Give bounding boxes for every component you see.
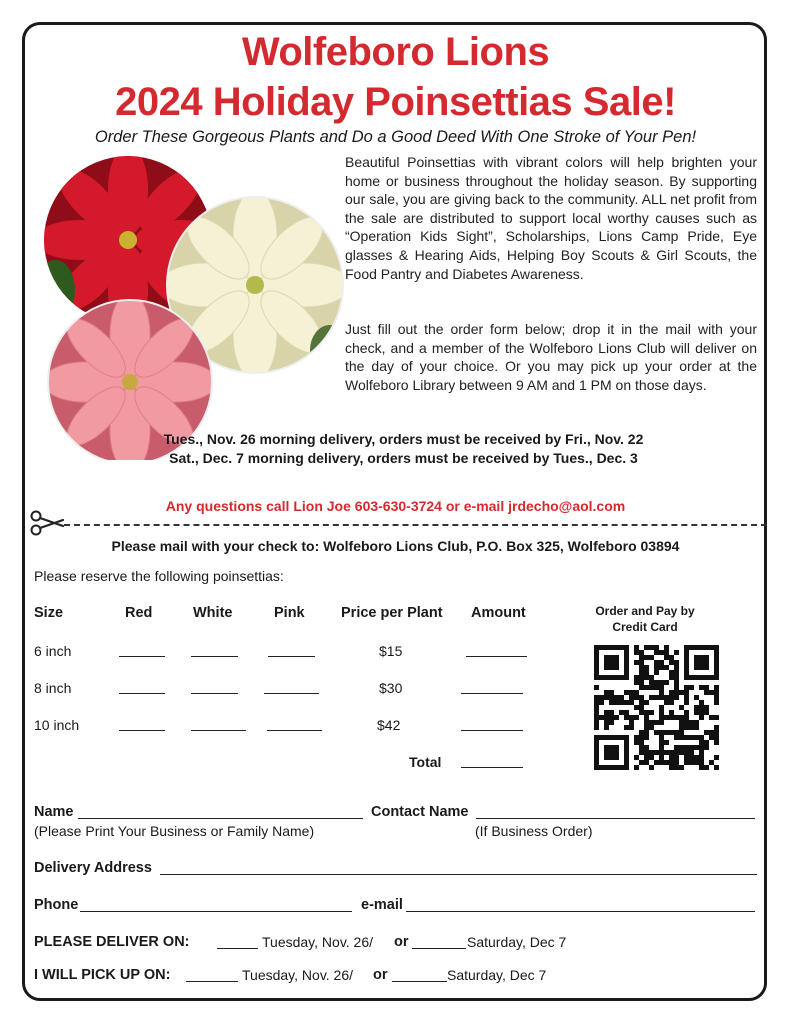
pickup-saturday-blank[interactable] [392,981,447,982]
deliver-saturday-blank[interactable] [412,948,466,949]
name-field[interactable] [78,818,363,819]
col-red: Red [125,605,153,621]
tagline: Order These Gorgeous Plants and Do a Good Deed With One Stroke of Your Pen! [94,128,697,146]
instructions-paragraph: Just fill out the order form below; drop it in the mail with your check, and a member of the Wolfeboro Lions Club will deliver on the day of your choice. Or you may pick up your order at the Wolfeboro Library between 9 AM and 1 PM on those days. [345,321,757,393]
qr-label: Order and Pay by Credit Card [595,604,695,634]
col-size: Size [34,605,64,621]
deliver-tuesday-text: Tuesday, Nov. 26/ [262,934,374,950]
phone-field[interactable] [80,911,352,912]
pickup-saturday-text: Saturday, Dec 7 [447,967,547,983]
pickup-label: I WILL PICK UP ON: [34,967,171,983]
amount-10[interactable] [461,730,523,731]
red-qty-6[interactable] [119,656,165,657]
deliver-saturday-text: Saturday, Dec 7 [467,934,567,950]
contact-field[interactable] [476,818,755,819]
row-price-10: $42 [377,717,401,733]
intro-paragraph: Beautiful Poinsettias with vibrant colors will help brighten your home or business throughout the holiday season. By supporting our sale, you are giving back to the community. ALL net profit from the sale are distributed to support local worthy causes such as “Operation Kids Sight”, Scholarships, Lions Camp Pride, Eye glasses & Hearing Aids, Helping Boy Scouts & Girl Scouts, the Food Pantry and Diabetes Awareness. [345,154,757,282]
delivery-option-2: Sat., Dec. 7 morning delivery, orders must be received by Tues., Dec. 3 [169,450,638,466]
pink-qty-10[interactable] [267,730,322,731]
col-price: Price per Plant [341,605,443,621]
phone-label: Phone [34,897,79,913]
amount-6[interactable] [466,656,527,657]
row-size-10: 10 inch [34,717,80,733]
reserve-text: Please reserve the following poinsettias: [34,568,284,584]
email-label: e-mail [361,897,403,913]
pickup-tuesday-blank[interactable] [186,981,238,982]
scissors-icon [30,510,64,536]
address-label: Delivery Address [34,860,152,876]
row-size-8: 8 inch [34,680,72,696]
total-amount[interactable] [461,767,523,768]
poinsettia-photos [30,150,350,460]
white-qty-6[interactable] [191,656,238,657]
pickup-or: or [373,967,388,983]
pink-qty-8[interactable] [264,693,319,694]
red-qty-10[interactable] [119,730,165,731]
qr-code-icon[interactable] [594,645,719,770]
col-white: White [193,605,233,621]
col-pink: Pink [274,605,305,621]
page-title: Wolfeboro Lions [241,30,550,74]
contact-label: Contact Name [371,804,469,820]
contact-hint: (If Business Order) [475,823,593,839]
white-qty-10[interactable] [191,730,246,731]
row-price-6: $15 [379,643,403,659]
col-amount: Amount [471,605,526,621]
contact-info: Any questions call Lion Joe 603-630-3724 or e-mail jrdecho@aol.com [165,498,626,514]
address-field[interactable] [160,874,757,875]
email-field[interactable] [406,911,755,912]
page-title-sub: 2024 Holiday Poinsettias Sale! [115,80,676,124]
amount-8[interactable] [461,693,523,694]
name-label: Name [34,804,74,820]
deliver-or: or [394,934,409,950]
cut-line [64,524,767,526]
deliver-tuesday-blank[interactable] [217,948,258,949]
pickup-tuesday-text: Tuesday, Nov. 26/ [242,967,354,983]
deliver-label: PLEASE DELIVER ON: [34,934,190,950]
red-qty-8[interactable] [119,693,165,694]
row-size-6: 6 inch [34,643,72,659]
mail-address: Please mail with your check to: Wolfeboro Lions Club, P.O. Box 325, Wolfeboro 03894 [111,538,680,554]
pink-qty-6[interactable] [268,656,315,657]
delivery-option-1: Tues., Nov. 26 morning delivery, orders must be received by Fri., Nov. 22 [163,431,644,447]
total-label: Total [409,754,442,770]
white-qty-8[interactable] [191,693,238,694]
name-hint: (Please Print Your Business or Family Name) [34,823,315,839]
row-price-8: $30 [379,680,403,696]
